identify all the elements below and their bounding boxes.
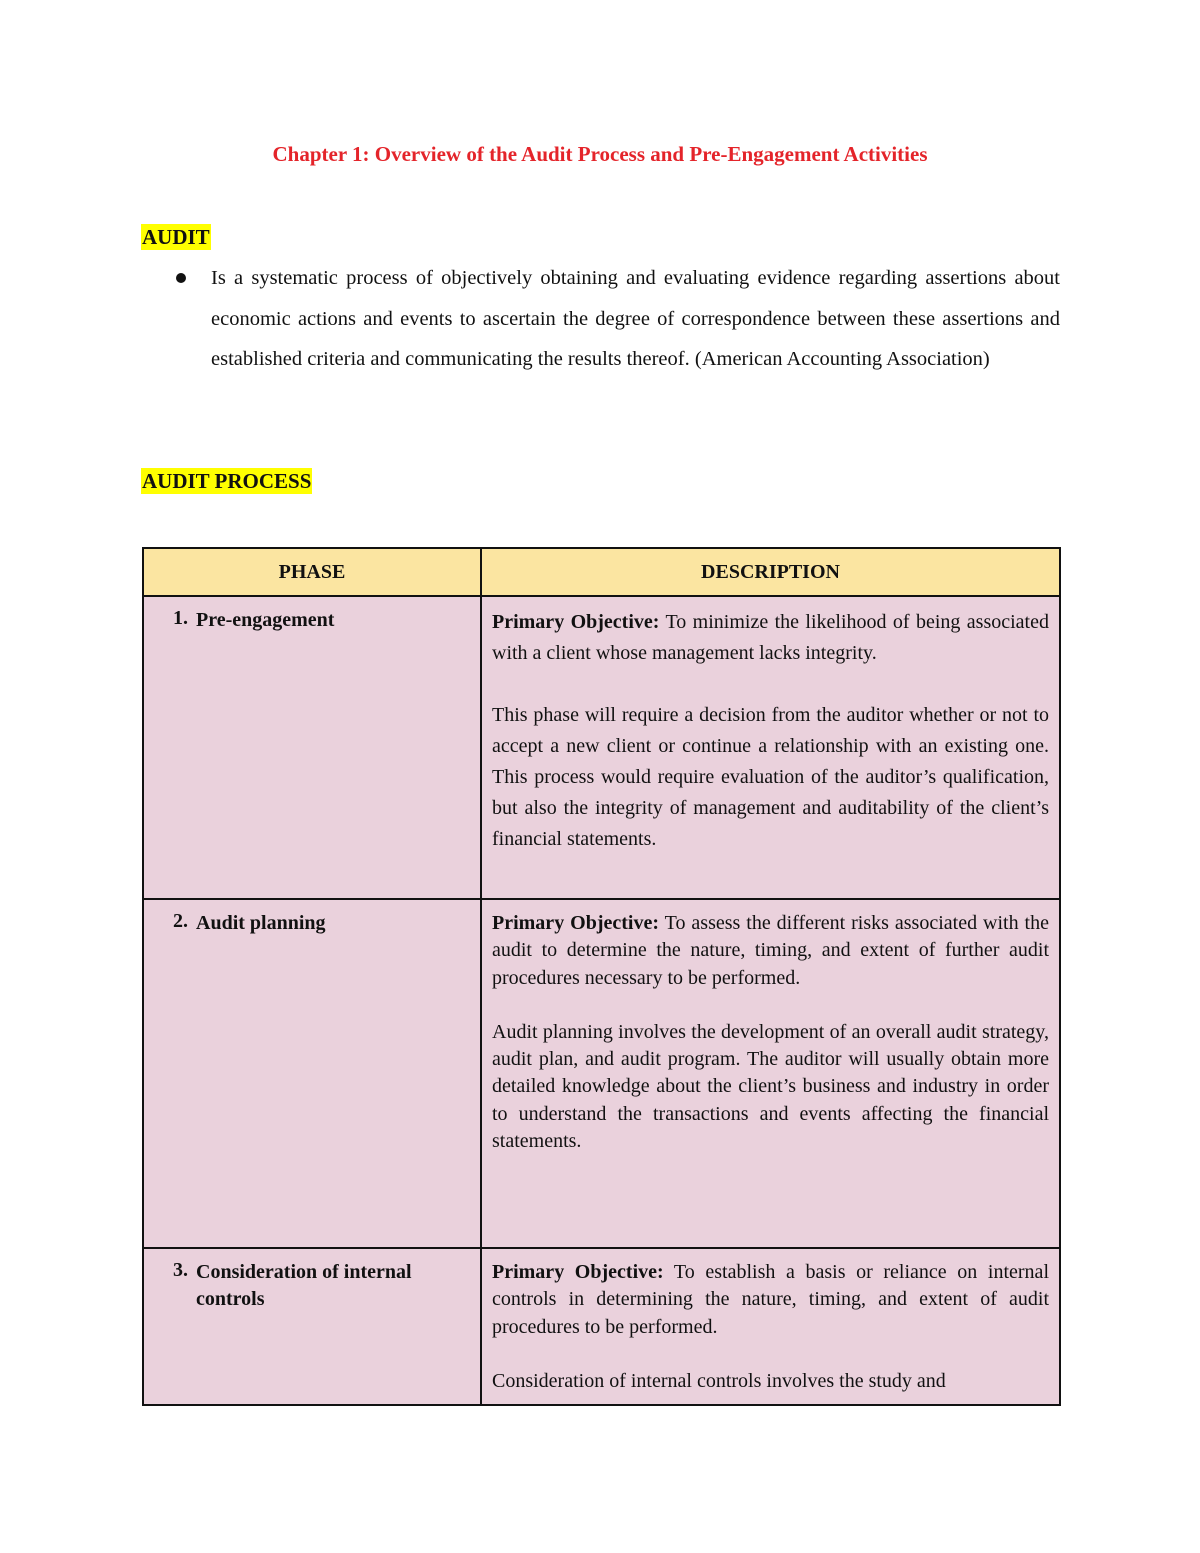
- phase-column-header: PHASE: [143, 548, 481, 596]
- description-cell: [481, 1248, 1060, 1405]
- audit-heading: AUDIT: [142, 225, 210, 249]
- primary-objective: [492, 607, 1049, 669]
- phase-detail: Audit planning involves the development of an overall audit strategy, audit plan, and audit program. The auditor will usually obtain more detailed knowledge about the client’s business and industry in order to understand the transactions and events affecting the financial statements.: [492, 1020, 1049, 1153]
- objective-label: Primary Objective:: [492, 611, 660, 633]
- description-column-header: DESCRIPTION: [481, 548, 1060, 596]
- table-row: [143, 596, 1060, 899]
- objective-label: Primary Objective:: [492, 912, 660, 934]
- audit-process-heading: AUDIT PROCESS: [142, 469, 312, 493]
- phase-cell: [143, 1248, 481, 1405]
- objective-text: To minimize the likelihood of being associated with a client whose management lacks integrity.: [492, 611, 1049, 664]
- audit-process-table: [142, 547, 1061, 1406]
- phase-cell: [143, 899, 481, 1248]
- phase-detail: This phase will require a decision from the auditor whether or not to accept a new client or continue a relationship with an existing one. This process would require evaluation of the auditor’s qualification, but also the integrity of management and auditability of the client’s financial statements.: [492, 704, 1049, 850]
- chapter-title: Chapter 1: Overview of the Audit Process and Pre-Engagement Activities: [272, 142, 928, 166]
- description-content: [492, 1259, 1049, 1398]
- primary-objective: [492, 910, 1049, 992]
- phase-number: 2.: [173, 910, 188, 932]
- objective-label: Primary Objective:: [492, 1261, 664, 1283]
- phase-label: Pre-engagement: [196, 609, 335, 631]
- phase-label: Audit planning: [196, 912, 326, 934]
- phase-number: 1.: [173, 607, 188, 629]
- audit-definition-text: Is a systematic process of objectively obtaining and evaluating evidence regarding assertions about economic actions and events to ascertain the degree of correspondence between these assertions and established criteria and communicating the results thereof. (American Accounting Association): [211, 267, 1060, 370]
- phase-detail: Consideration of internal controls involves the study and: [492, 1369, 946, 1392]
- objective-text: To establish a basis or reliance on internal controls in determining the nature, timing, and extent of audit procedures to be performed.: [492, 1261, 1049, 1338]
- table-row: [143, 1248, 1060, 1405]
- table-header-row: [143, 548, 1060, 596]
- phase-cell: [143, 596, 481, 899]
- phase-label: Consideration of internal controls: [196, 1261, 412, 1310]
- bullet-dot-icon: [176, 273, 186, 283]
- objective-text: To assess the different risks associated with the audit to determine the nature, timing, and extent of further audit procedures necessary to be performed.: [492, 912, 1049, 989]
- table-row: [143, 899, 1060, 1248]
- description-cell: [481, 596, 1060, 899]
- primary-objective: [492, 1259, 1049, 1341]
- phase-number: 3.: [173, 1259, 188, 1281]
- description-cell: [481, 899, 1060, 1248]
